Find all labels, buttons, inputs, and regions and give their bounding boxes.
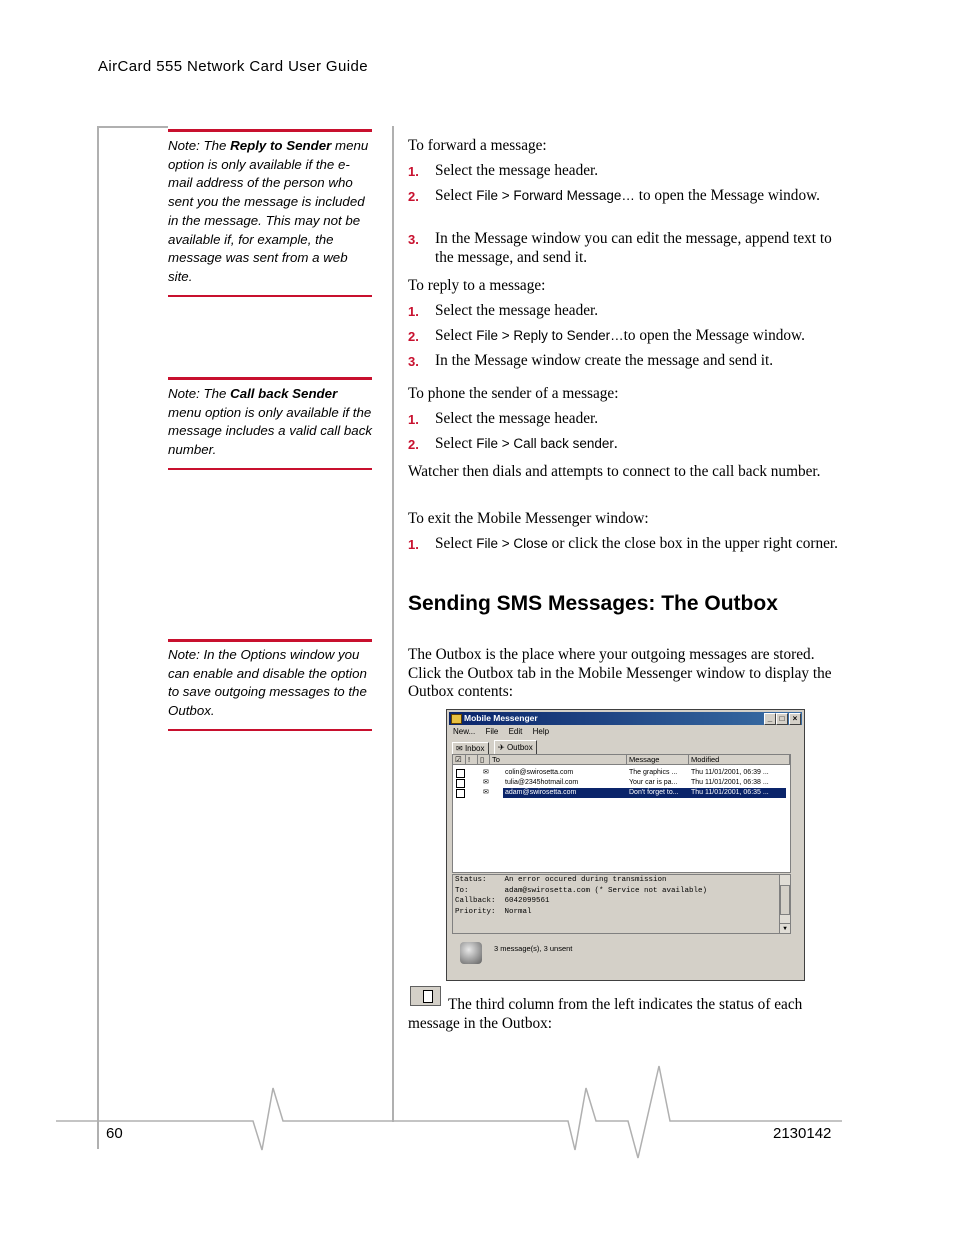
note-rule-bottom <box>168 295 372 297</box>
message-list <box>452 754 791 873</box>
list-item: 1. Select File > Close or click the close box in the upper right corner. <box>408 535 838 552</box>
list-item: 1. Select the message header. <box>408 302 599 319</box>
forward-intro: To forward a message: <box>408 137 547 154</box>
note-rule-top <box>168 129 372 132</box>
note-rule-bottom <box>168 729 372 731</box>
list-item: 3. In the Message window you can edit the message, append text to the message, and send it. <box>408 230 832 266</box>
column-divider <box>392 126 394 1122</box>
note-options: Note: In the Options window you can enable and disable the option to save outgoing messages to the Outbox. <box>168 647 367 719</box>
message-detail: Status: An error occured during transmission To: adam@swirosetta.com (* Service not available) Callback: 6042099561 Priority: Normal ▼ <box>452 874 791 934</box>
document-number: 2130142 <box>773 1125 832 1142</box>
table-row[interactable]: ✉ adam@swirosetta.com Don't forget to... Thu 11/01/2001, 06:35 ... <box>453 788 786 798</box>
footer-waveform <box>0 1060 954 1170</box>
status-text: 3 message(s), 3 unsent <box>494 944 573 953</box>
col-check[interactable]: ☑ <box>453 755 466 765</box>
phone-after: Watcher then dials and attempts to connect to the call back number. <box>408 463 821 480</box>
list-item: 3. In the Message window create the message and send it. <box>408 352 774 369</box>
list-item: 2. Select File > Call back sender. <box>408 435 618 452</box>
running-header: AirCard 555 Network Card User Guide <box>98 58 368 75</box>
menu-edit[interactable]: Edit <box>508 727 523 736</box>
exit-intro: To exit the Mobile Messenger window: <box>408 510 649 527</box>
maximize-icon[interactable]: □ <box>776 713 788 725</box>
app-icon <box>451 714 462 724</box>
frame-top-line <box>98 126 168 128</box>
menu-path: File > Forward Message… <box>476 188 635 203</box>
note-rule-top <box>168 639 372 642</box>
row-checkbox[interactable] <box>456 779 465 788</box>
minimize-icon[interactable]: _ <box>764 713 776 725</box>
col-status[interactable]: ▯ <box>478 755 490 765</box>
note-rule-bottom <box>168 468 372 470</box>
list-item: 2. Select File > Forward Message… to open the Message window. <box>408 187 820 204</box>
menu-path: File > Call back sender <box>476 436 614 451</box>
col-to[interactable]: To <box>490 755 627 765</box>
envelope-icon: ✉ <box>483 789 489 796</box>
note-call-back: Note: The Call back Sender menu option is only available if the message includes a valid call back number. <box>168 386 372 458</box>
window-title: Mobile Messenger <box>464 713 538 723</box>
section-heading: Sending SMS Messages: The Outbox <box>408 592 778 615</box>
list-item: 2. Select File > Reply to Sender…to open the Message window. <box>408 327 805 344</box>
scroll-down-icon[interactable]: ▼ <box>780 923 790 933</box>
note-rule-top <box>168 377 372 380</box>
envelope-icon: ✉ <box>483 779 489 786</box>
list-item: 1. Select the message header. <box>408 410 599 427</box>
menu-path: File > Reply to Sender… <box>476 328 624 343</box>
row-checkbox[interactable] <box>456 789 465 798</box>
col-priority[interactable]: ! <box>466 755 478 765</box>
phone-intro: To phone the sender of a message: <box>408 385 619 402</box>
status-bar <box>452 938 797 972</box>
detail-scrollbar[interactable] <box>779 875 790 933</box>
menu-bar <box>453 727 557 736</box>
menu-file[interactable]: File <box>485 727 499 736</box>
list-item: 1. Select the message header. <box>408 162 599 179</box>
tab-inbox[interactable]: ✉ Inbox <box>452 742 489 754</box>
note-reply-sender: Note: The Reply to Sender menu option is only available if the e-mail address of the person who sent you the message is included in the message. This may not be available if, for example, the message was sent from a web site. <box>168 138 369 284</box>
status-col-text: The third column from the left indicates the status of each message in the Outbox: <box>408 996 803 1032</box>
close-icon[interactable]: × <box>789 713 801 725</box>
row-checkbox[interactable] <box>456 769 465 778</box>
col-message[interactable]: Message <box>627 755 689 765</box>
window-titlebar <box>449 712 802 725</box>
frame-left-line <box>97 126 99 1149</box>
mobile-messenger-window <box>446 709 805 981</box>
col-modified[interactable]: Modified <box>689 755 790 765</box>
menu-help[interactable]: Help <box>532 727 550 736</box>
reply-intro: To reply to a message: <box>408 277 546 294</box>
section-para: The Outbox is the place where your outgoing messages are stored. Click the Outbox tab in the Mobile Messenger window to display the Outbox contents: <box>408 646 832 701</box>
envelope-icon: ✉ <box>483 769 489 776</box>
menu-new[interactable]: New... <box>453 727 476 736</box>
tab-outbox[interactable]: ✈ Outbox <box>494 740 537 754</box>
menu-path: File > Close <box>476 536 548 551</box>
page-number: 60 <box>106 1125 123 1142</box>
table-row[interactable]: ✉ colin@swirosetta.com The graphics ... Thu 11/01/2001, 06:39 ... <box>453 768 786 778</box>
outbox-tray-icon <box>460 942 482 964</box>
table-row[interactable]: ✉ tulia@2345hotmail.com Your car is pa... Thu 11/01/2001, 06:38 ... <box>453 778 786 788</box>
